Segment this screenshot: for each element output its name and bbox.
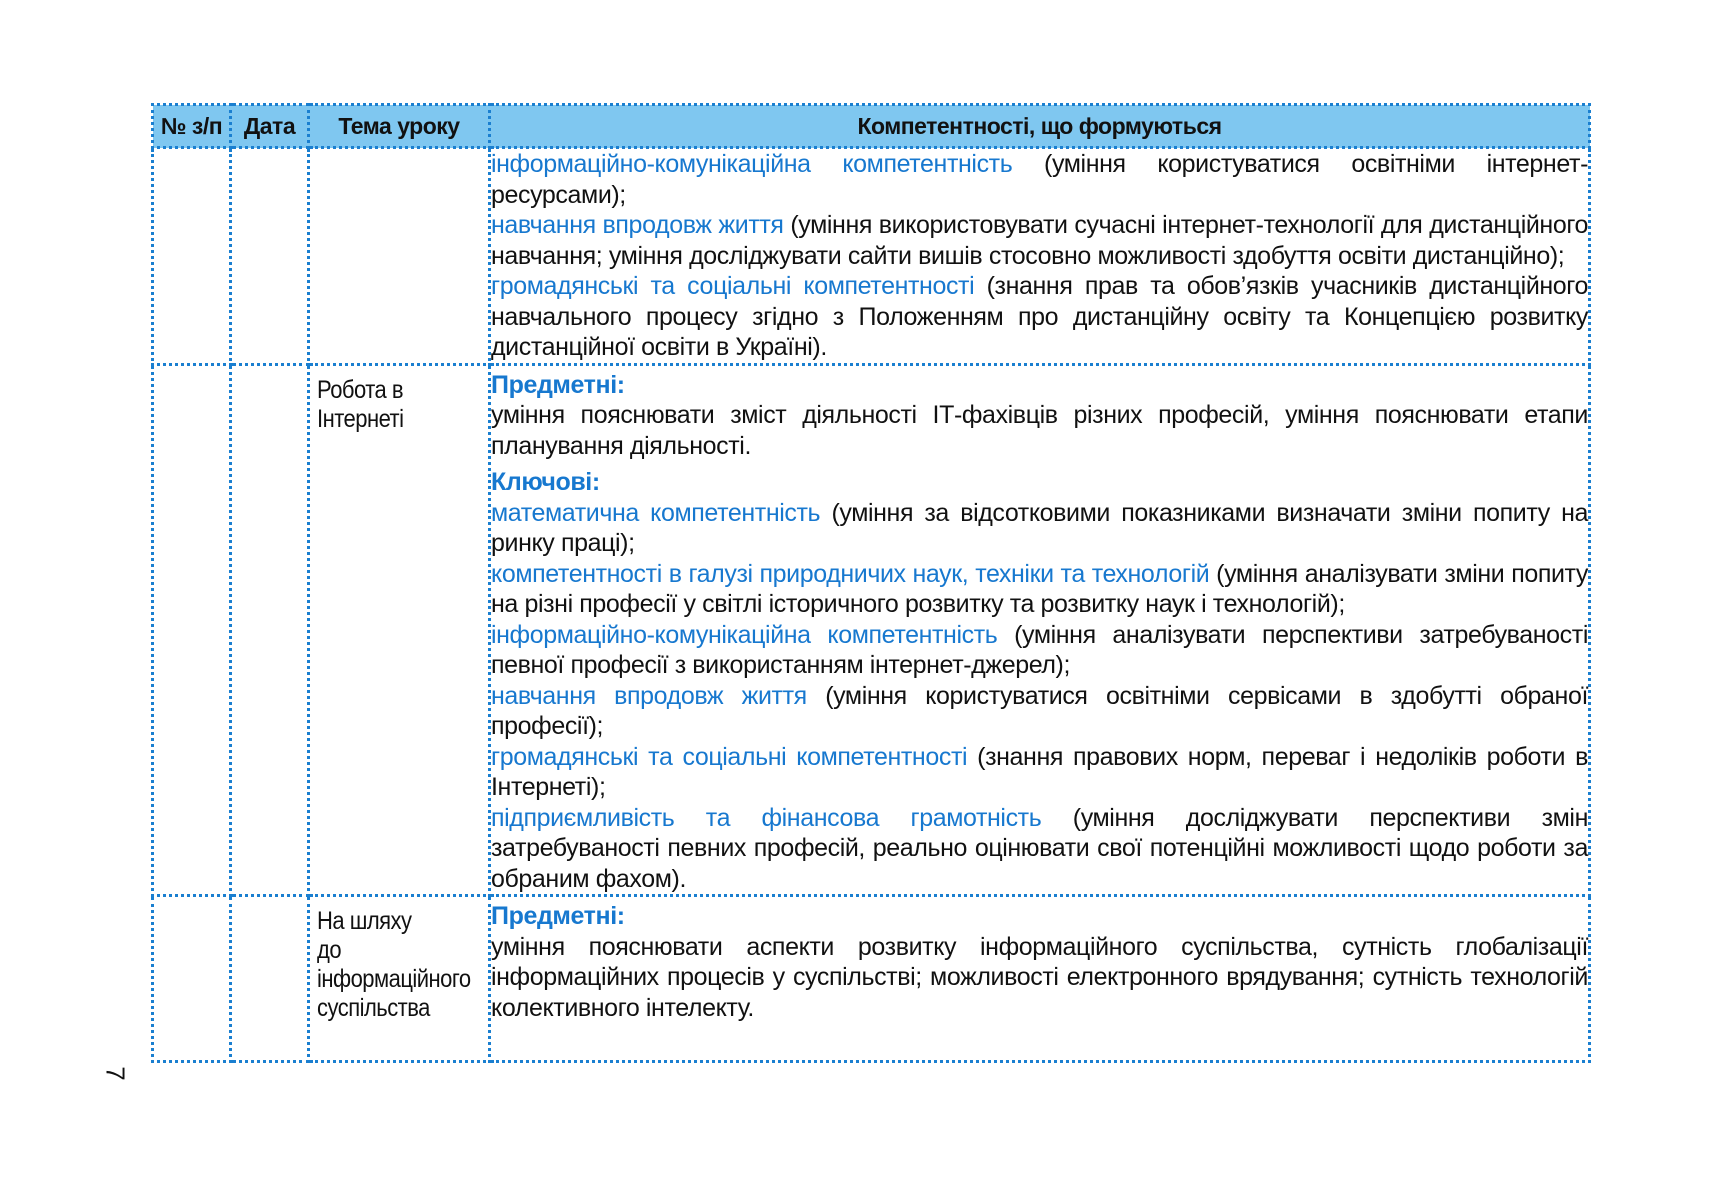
key-heading: Ключові: — [491, 468, 600, 496]
subject-heading: Предметні: — [491, 902, 625, 930]
competency-item — [491, 742, 1588, 803]
competency-text: (уміння досліджувати перспективи змін затребуваності певних професій, реально оцінювати свої потенційні можливості щодо роботи за обраним фахом). — [491, 803, 1588, 893]
lesson-topic: Робота в Інтернеті — [317, 375, 404, 433]
competency-keyword: компетентності в галузі природничих наук, техніки та технологій — [491, 559, 1210, 588]
cell-date — [231, 148, 309, 365]
competency-keyword: навчання впродовж життя — [491, 681, 807, 710]
competency-keyword: громадянські та соціальні компетентності — [491, 272, 975, 300]
competency-item — [491, 803, 1588, 895]
competency-item — [491, 620, 1588, 681]
competency-text: (уміння користуватися освітніми інтернет-ресурсами); — [491, 150, 1588, 209]
table-header-row — [153, 105, 1590, 148]
cell-competencies — [490, 364, 1590, 896]
cell-topic — [309, 148, 490, 365]
competency-keyword: навчання впродовж життя — [491, 211, 784, 239]
competency-item — [491, 149, 1588, 210]
competency-keyword: математична компетентність — [491, 498, 821, 527]
cell-topic — [309, 896, 490, 1062]
header-competencies: Компетентності, що формуються — [490, 105, 1590, 148]
competency-text: (уміння аналізувати перспективи затребуваності певної професії з використанням інтернет-джерел); — [491, 620, 1588, 679]
header-date: Дата — [231, 105, 309, 148]
competency-text: (уміння аналізувати зміни попиту на різні професії у світлі історичного розвитку та розвитку наук і технологій); — [491, 559, 1588, 618]
subject-text: уміння пояснювати аспекти розвитку інформаційного суспільства, сутність глобалізації інформаційних процесів у суспільстві; можливості електронного врядування; сутність технологій колективного інтелекту. — [491, 932, 1588, 1022]
competency-text: (знання прав та обов’язків учасників дистанційного навчального процесу згідно з Положенням про дистанційну освіту та Концепцією розвитку дистанційної освіти в Україні). — [491, 272, 1588, 361]
lesson-topic: На шляху до інформаційного суспільства — [317, 907, 471, 1022]
subject-text: уміння пояснювати зміст діяльності ІТ-фахівців різних професій, уміння пояснювати етапи планування діяльності. — [491, 401, 1588, 460]
cell-num — [153, 364, 231, 896]
competency-item — [491, 498, 1588, 559]
competency-item — [491, 210, 1588, 271]
cell-topic — [309, 364, 490, 896]
competency-item — [491, 271, 1588, 363]
table-row — [153, 148, 1590, 365]
competency-item — [491, 681, 1588, 742]
table-row — [153, 364, 1590, 896]
competency-keyword: підприємливість та фінансова грамотність — [491, 803, 1042, 832]
subject-heading: Предметні: — [491, 370, 625, 399]
competency-text: (уміння використовувати сучасні інтернет-технології для дистанційного навчання; уміння досліджувати сайти вишів стосовно можливості здобуття освіти дистанційно); — [491, 211, 1588, 270]
competency-text: (уміння за відсотковими показниками визначати зміни попиту на ринку праці); — [491, 498, 1588, 557]
table-row — [153, 896, 1590, 1062]
competency-keyword: інформаційно-комунікаційна компетентність — [491, 150, 1013, 178]
header-topic: Тема уроку — [309, 105, 490, 148]
cell-competencies — [490, 896, 1590, 1062]
cell-date — [231, 896, 309, 1062]
cell-num — [153, 148, 231, 365]
page-number: 7 — [100, 1066, 131, 1081]
cell-competencies — [490, 148, 1590, 365]
competency-item — [491, 559, 1588, 620]
competency-text: (знання правових норм, переваг і недоліків роботи в Інтернеті); — [491, 742, 1588, 801]
cell-num — [153, 896, 231, 1062]
competency-keyword: інформаційно-комунікаційна компетентність — [491, 620, 998, 649]
competency-text: (уміння користуватися освітніми сервісами в здобутті обраної професії); — [491, 681, 1588, 740]
cell-date — [231, 364, 309, 896]
competency-table — [151, 103, 1591, 1063]
header-num: № з/п — [153, 105, 231, 148]
competency-keyword: громадянські та соціальні компетентності — [491, 742, 968, 771]
